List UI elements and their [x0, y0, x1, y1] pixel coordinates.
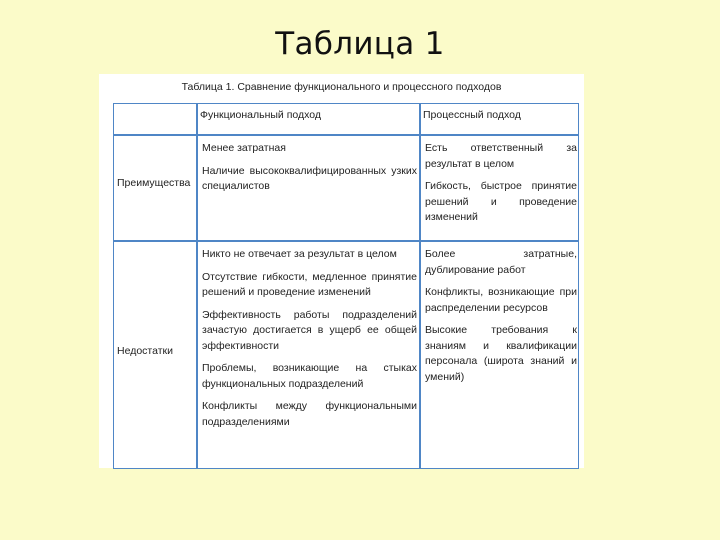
advantage-functional-item: Наличие высококвалифицированных узких специалистов [202, 164, 417, 192]
advantage-process-item: Гибкость, быстрое принятие решений и проведение изменений [425, 180, 577, 223]
comparison-table [113, 103, 579, 469]
row-divider [114, 240, 578, 242]
comparison-table-figure [99, 74, 584, 468]
advantage-functional-item: Менее затратная [202, 142, 286, 154]
advantage-process-item: Есть ответственный за результат в целом [425, 142, 577, 170]
disadvantages-functional-cell [202, 247, 417, 437]
disadvantage-process-item: Конфликты, возникающие при распределении ресурсов [425, 286, 577, 314]
disadvantage-functional-item: Никто не отвечает за результат в целом [202, 248, 397, 260]
header-process: Процессный подход [423, 109, 521, 121]
advantages-process-cell [425, 141, 577, 233]
disadvantage-functional-item: Проблемы, возникающие на стыках функциональных подразделений [202, 362, 417, 390]
disadvantage-functional-item: Отсутствие гибкости, медленное принятие решений и проведение изменений [202, 270, 417, 298]
row-label-disadvantages: Недостатки [117, 345, 173, 357]
column-divider [196, 104, 198, 468]
table-caption: Таблица 1. Сравнение функционального и процессного подходов [181, 81, 502, 93]
disadvantage-process-item: Более затратные, дублирование работ [425, 248, 577, 276]
slide-title: Таблица 1 [275, 26, 445, 62]
row-label-advantages: Преимущества [117, 177, 191, 189]
disadvantage-process-item: Высокие требования к знаниям и квалификации персонала (широта знаний и умений) [425, 324, 577, 383]
disadvantage-functional-item: Эффективность работы подразделений зачастую достигается в ущерб ее общей эффективности [202, 308, 417, 352]
disadvantage-functional-item: Конфликты между функциональными подразделениями [202, 400, 417, 428]
disadvantages-process-cell [425, 247, 577, 392]
advantages-functional-cell [202, 141, 417, 202]
column-divider [419, 104, 421, 468]
header-functional: Функциональный подход [200, 109, 321, 121]
row-divider [114, 134, 578, 136]
